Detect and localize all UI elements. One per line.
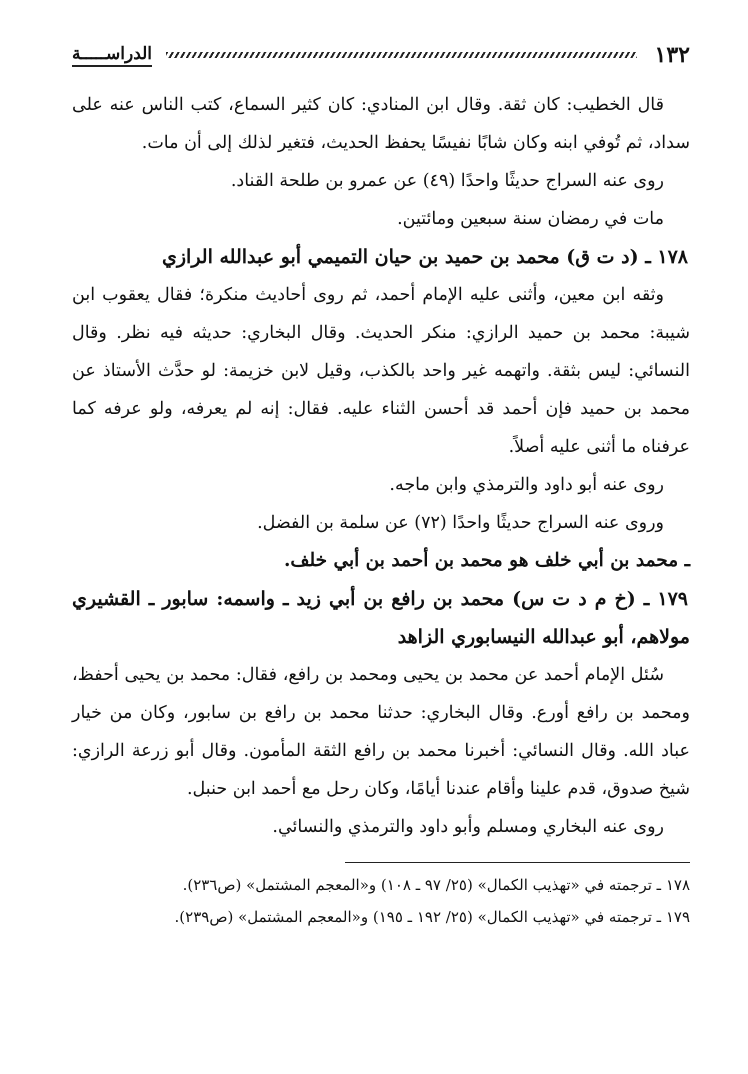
main-text (72, 86, 690, 846)
page-number: ١٣٢ (654, 42, 690, 68)
paragraph-narrators-179: روى عنه البخاري ومسلم وأبو داود والترمذي والنسائي. (272, 817, 664, 837)
paragraph-narrators-178: روى عنه أبو داود والترمذي وابن ماجه. (389, 475, 664, 495)
running-header (72, 38, 690, 72)
footnote-separator (345, 862, 690, 863)
footnotes (72, 869, 690, 933)
paragraph-entry-178: وثقه ابن معين، وأثنى عليه الإمام أحمد، ثم روى أحاديث منكرة؛ فقال يعقوب ابن شيبة: محمد بن حميد الرازي: منكر الحديث. وقال البخاري: حديثه فيه نظر. وقال النسائي: ليس بثقة. واتهمه غير واحد بالكذب، وقيل لابن خزيمة: لو حدَّث الأستاذ عن محمد بن حميد فإن أحمد قد أحسن الثناء عليه. فقال: إنه لم يعرفه، ولو عرفه كما عرفناه ما أثنى عليه أصلاً. (72, 285, 690, 457)
paragraph-entry-179: سُئل الإمام أحمد عن محمد بن يحيى ومحمد بن رافع، فقال: محمد بن يحيى أحفظ، ومحمد بن رافع أورع. وقال البخاري: حدثنا محمد بن رافع بن سابور، وكان من خيار عباد الله. وقال النسائي: أخبرنا محمد بن رافع الثقة المأمون. وقال أبو زرعة الرازي: شيخ صدوق، قدم علينا وأقام عندنا أيامًا، وكان رحل مع أحمد ابن حنبل. (72, 665, 690, 799)
paragraph-narration-72: وروى عنه السراج حديثًا واحدًا (٧٢) عن سلمة بن الفضل. (257, 513, 664, 533)
cross-reference-note: ـ محمد بن أبي خلف هو محمد بن أحمد بن أبي خلف. (283, 550, 690, 571)
paragraph-death-date: مات في رمضان سنة سبعين ومائتين. (397, 209, 664, 229)
entry-heading-179: ١٧٩ ـ (خ م د ت س) محمد بن رافع بن أبي زيد ـ واسمه: سابور ـ القشيري مولاهم، أبو عبدالله النيسابوري الزاهد (72, 588, 690, 648)
footnote-179: ١٧٩ ـ ترجمته في «تهذيب الكمال» (٢٥/ ١٩٢ ـ ١٩٥) و«المعجم المشتمل» (ص٢٣٩). (174, 908, 690, 926)
footnote-178: ١٧٨ ـ ترجمته في «تهذيب الكمال» (٢٥/ ٩٧ ـ ١٠٨) و«المعجم المشتمل» (ص٢٣٦). (182, 876, 690, 894)
paragraph-khatib: قال الخطيب: كان ثقة. وقال ابن المنادي: كان كثير السماع، كتب الناس عنه على سداد، ثم تُوفي ابنه وكان شابًا نفيسًا يحفظ الحديث، فتغير لذلك إلى أن مات. (72, 95, 690, 153)
paragraph-narration-49: روى عنه السراج حديثًا واحدًا (٤٩) عن عمرو بن طلحة القناد. (230, 171, 664, 191)
header-rule (166, 52, 637, 58)
section-title: الدراســـــة (72, 44, 152, 67)
entry-heading-178: ١٧٨ ـ (د ت ق) محمد بن حميد بن حيان التميمي أبو عبدالله الرازي (162, 246, 688, 268)
